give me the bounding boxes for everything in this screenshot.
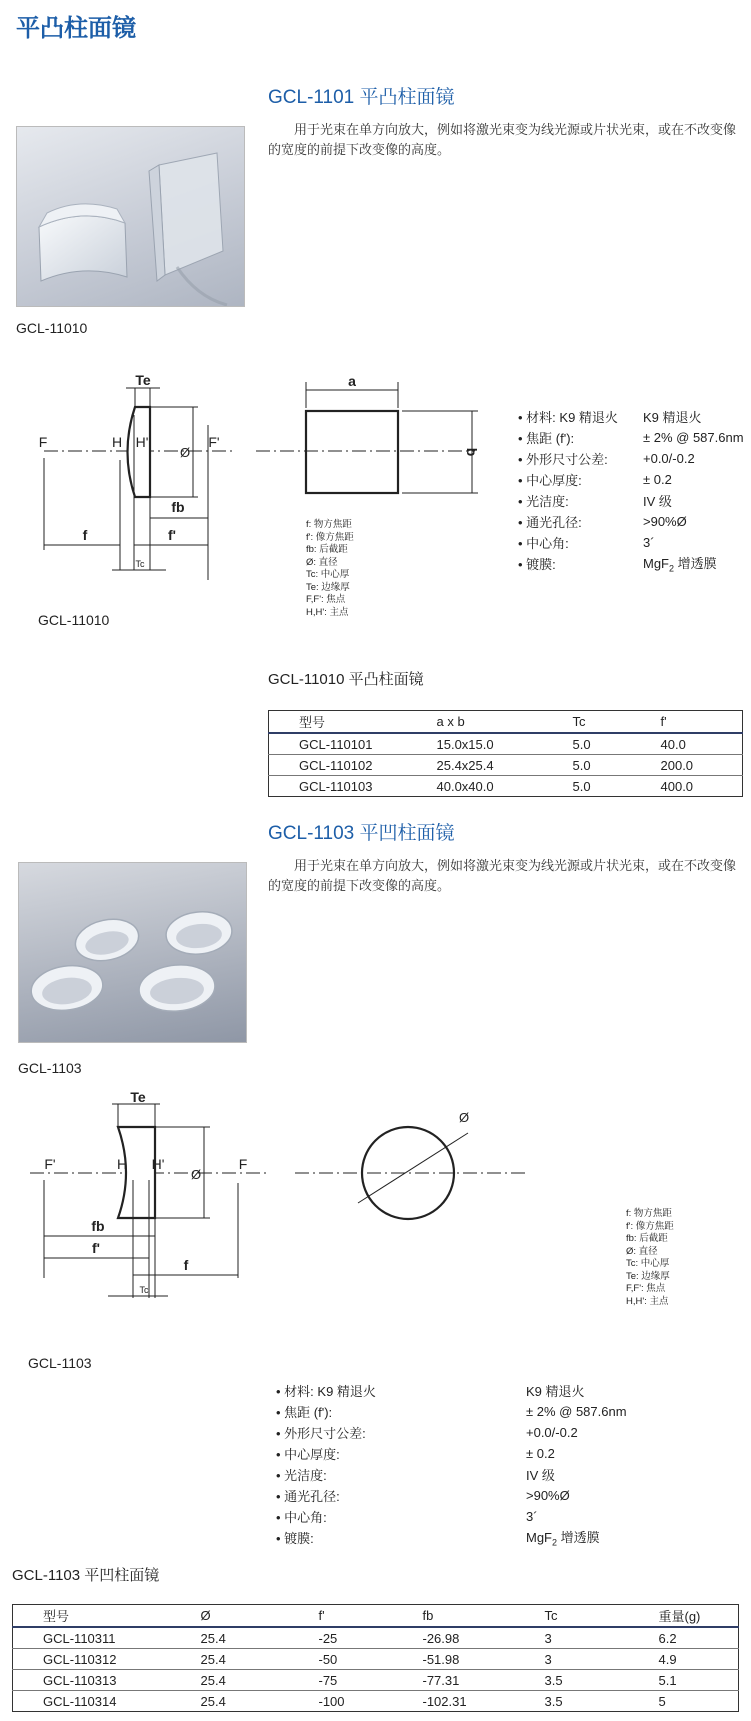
- table-header: Ø: [171, 1605, 289, 1628]
- spec-value: IV 级: [526, 1468, 555, 1483]
- label-F-prime: F': [44, 1156, 56, 1172]
- table-row: [269, 755, 743, 776]
- legend-item: Tc: 中心厚: [306, 569, 350, 580]
- section1-photo-caption: GCL-11010: [16, 320, 88, 336]
- table-header: Tc: [543, 711, 631, 734]
- section1-title: GCL-1101 平凸柱面镜: [268, 87, 455, 108]
- table-cell: 200.0: [631, 755, 743, 776]
- label-diameter: Ø: [179, 445, 191, 460]
- table-cell: GCL-110313: [13, 1670, 171, 1691]
- table-cell: 3: [515, 1627, 629, 1649]
- spec-key: 镀膜:: [526, 557, 556, 572]
- section2-photo-caption: GCL-1103: [18, 1060, 82, 1076]
- section1-description: 用于光束在单方向放大，例如将激光束变为线光源或片状光束，或在不改变像的宽度的前提下改变像的高度。: [268, 122, 737, 157]
- label-fb: fb: [171, 499, 185, 515]
- section1-legend: [306, 519, 354, 619]
- label-H: H: [111, 434, 123, 450]
- table-cell: 5.0: [543, 733, 631, 755]
- table-header: f': [289, 1605, 393, 1628]
- section2-photo: [18, 862, 247, 1043]
- spec-value: >90%Ø: [526, 1488, 570, 1503]
- table-cell: -25: [289, 1627, 393, 1649]
- label-fb: fb: [91, 1218, 105, 1234]
- legend-item: H,H': 主点: [626, 1295, 669, 1307]
- table-header: a x b: [407, 711, 543, 734]
- page-title: 平凸柱面镜: [16, 15, 136, 42]
- spec-key: 中心角:: [284, 1510, 327, 1525]
- table-header: 重量(g): [629, 1605, 739, 1628]
- spec-key: 焦距 (f'):: [284, 1405, 333, 1420]
- label-Te: Te: [130, 1089, 146, 1105]
- label-Te: Te: [135, 372, 151, 388]
- legend-item: F,F': 焦点: [306, 594, 346, 605]
- spec-value: ± 2% @ 587.6nm: [643, 430, 744, 445]
- plano-convex-lens-photo: [17, 127, 244, 306]
- legend-item: f': 像方焦距: [306, 531, 354, 543]
- table-cell: -50: [289, 1649, 393, 1670]
- table-cell: 25.4: [171, 1670, 289, 1691]
- table-cell: GCL-110311: [13, 1627, 171, 1649]
- label-Tc: Tc: [139, 1285, 149, 1295]
- spec-key: 中心厚度:: [526, 473, 582, 488]
- table-cell: GCL-110103: [269, 776, 407, 797]
- table-cell: GCL-110101: [269, 733, 407, 755]
- legend-item: f: 物方焦距: [306, 519, 352, 530]
- spec-value: MgF$_2$ 增透膜: [526, 1530, 600, 1548]
- section2-table: [12, 1604, 739, 1712]
- table-header: fb: [393, 1605, 515, 1628]
- spec-key: 镀膜:: [284, 1531, 314, 1546]
- legend-item: F,F': 焦点: [626, 1283, 666, 1294]
- spec-value: ± 2% @ 587.6nm: [526, 1404, 627, 1419]
- table-header-row: [13, 1605, 739, 1628]
- section1-table-title: GCL-11010 平凸柱面镜: [268, 671, 424, 688]
- table-header: 型号: [13, 1605, 171, 1628]
- spec-key: 外形尺寸公差:: [284, 1426, 366, 1441]
- table-header: Tc: [515, 1605, 629, 1628]
- table-header: 型号: [269, 711, 407, 734]
- label-F: F: [238, 1156, 248, 1172]
- legend-item: Ø: 直径: [306, 556, 338, 568]
- spec-value: >90%Ø: [643, 514, 687, 529]
- table-row: [13, 1627, 739, 1649]
- spec-key: 光洁度:: [526, 494, 569, 509]
- table-cell: -100: [289, 1691, 393, 1712]
- section2-specs: • 材料: K9 精退火 K9 精退火 • 焦距 (f'): ± 2% @ 587.6nm • 外形尺寸公差: +0.0/-0.2 • 中心厚度: ± 0.2 • 光洁度: IV 级 • 通光孔径: >90%Ø • 中心角: 3´ • 镀膜: MgF$_2$ 增透膜: [276, 1380, 676, 1548]
- section1-photo: [16, 126, 245, 307]
- table-cell: 3: [515, 1649, 629, 1670]
- section1-table: [268, 710, 743, 797]
- spec-value: 3´: [643, 535, 655, 550]
- table-header: f': [631, 711, 743, 734]
- label-H-prime: H': [151, 1156, 165, 1172]
- table-cell: 25.4: [171, 1627, 289, 1649]
- spec-key: 通光孔径:: [526, 515, 582, 530]
- table-cell: 25.4x25.4: [407, 755, 543, 776]
- table-cell: 5.0: [543, 755, 631, 776]
- section1-specs: • 材料: K9 精退火 K9 精退火 • 焦距 (f'): ± 2% @ 587.6nm • 外形尺寸公差: +0.0/-0.2 • 中心厚度: ± 0.2 • 光洁度: IV 级 • 通光孔径: >90%Ø • 中心角: 3´ • 镀膜: MgF$_2$ 增透膜: [518, 406, 750, 574]
- legend-item: Tc: 中心厚: [626, 1258, 670, 1269]
- table-cell: 40.0x40.0: [407, 776, 543, 797]
- spec-key: 光洁度:: [284, 1468, 327, 1483]
- section2-description: 用于光束在单方向放大，例如将激光束变为线光源或片状光束，或在不改变像的宽度的前提下改变像的高度。: [268, 858, 737, 893]
- table-cell: -102.31: [393, 1691, 515, 1712]
- label-diameter: Ø: [190, 1167, 202, 1182]
- table-cell: 40.0: [631, 733, 743, 755]
- legend-item: H,H': 主点: [306, 606, 349, 618]
- table-cell: 3.5: [515, 1691, 629, 1712]
- label-f-prime: f': [92, 1240, 100, 1256]
- spec-value: K9 精退火: [526, 1384, 585, 1399]
- legend-item: f: 物方焦距: [626, 1208, 672, 1219]
- spec-key: 中心角:: [526, 536, 569, 551]
- label-a: a: [348, 373, 356, 389]
- table-cell: -77.31: [393, 1670, 515, 1691]
- spec-key: 材料: K9 精退火: [526, 410, 618, 425]
- spec-value: ± 0.2: [643, 472, 672, 487]
- table-row: [13, 1670, 739, 1691]
- label-f: f: [82, 527, 88, 543]
- label-f: f: [183, 1257, 189, 1273]
- section2-title: GCL-1103 平凹柱面镜: [268, 823, 455, 844]
- table-cell: 6.2: [629, 1627, 739, 1649]
- spec-key: 中心厚度:: [284, 1447, 340, 1462]
- label-f-prime: f': [168, 527, 176, 543]
- table-cell: GCL-110314: [13, 1691, 171, 1712]
- spec-value: IV 级: [643, 494, 672, 509]
- label-circle-diameter: Ø: [458, 1110, 470, 1125]
- label-H: H: [116, 1156, 128, 1172]
- label-F-prime: F': [208, 434, 220, 450]
- table-cell: 25.4: [171, 1649, 289, 1670]
- table-header-row: [269, 711, 743, 734]
- spec-value: 3´: [526, 1509, 538, 1524]
- table-cell: 400.0: [631, 776, 743, 797]
- section1-diagram-caption: GCL-11010: [38, 612, 110, 628]
- table-cell: -51.98: [393, 1649, 515, 1670]
- table-cell: 5.0: [543, 776, 631, 797]
- table-cell: 4.9: [629, 1649, 739, 1670]
- spec-key: 材料: K9 精退火: [284, 1384, 376, 1399]
- spec-key: 焦距 (f'):: [526, 431, 575, 446]
- legend-item: fb: 后截距: [306, 544, 348, 555]
- spec-value: +0.0/-0.2: [643, 451, 695, 466]
- spec-value: MgF$_2$ 增透膜: [643, 556, 717, 574]
- table-cell: -75: [289, 1670, 393, 1691]
- section2-diagram-caption: GCL-1103: [28, 1355, 92, 1371]
- legend-item: fb: 后截距: [626, 1233, 668, 1244]
- table-cell: 25.4: [171, 1691, 289, 1712]
- spec-key: 外形尺寸公差:: [526, 452, 608, 467]
- table-cell: 3.5: [515, 1670, 629, 1691]
- table-cell: 5: [629, 1691, 739, 1712]
- table-cell: GCL-110312: [13, 1649, 171, 1670]
- table-row: [269, 733, 743, 755]
- spec-value: ± 0.2: [526, 1446, 555, 1461]
- table-cell: -26.98: [393, 1627, 515, 1649]
- spec-value: K9 精退火: [643, 410, 702, 425]
- section2-table-title: GCL-1103 平凹柱面镜: [12, 1567, 160, 1584]
- section2-legend: [626, 1208, 674, 1308]
- spec-key: 通光孔径:: [284, 1489, 340, 1504]
- label-H-prime: H': [135, 434, 149, 450]
- legend-item: Ø: 直径: [626, 1245, 658, 1257]
- table-cell: GCL-110102: [269, 755, 407, 776]
- label-Tc: Tc: [135, 559, 145, 569]
- spec-value: +0.0/-0.2: [526, 1425, 578, 1440]
- label-F: F: [38, 434, 48, 450]
- table-cell: 15.0x15.0: [407, 733, 543, 755]
- plano-concave-lens-photo: [19, 863, 246, 1042]
- table-row: [13, 1691, 739, 1712]
- table-row: [13, 1649, 739, 1670]
- label-b: b: [464, 447, 480, 457]
- legend-item: Te: 边缘厚: [626, 1270, 670, 1282]
- legend-item: f': 像方焦距: [626, 1220, 674, 1232]
- table-cell: 5.1: [629, 1670, 739, 1691]
- legend-item: Te: 边缘厚: [306, 581, 350, 593]
- table-row: [269, 776, 743, 797]
